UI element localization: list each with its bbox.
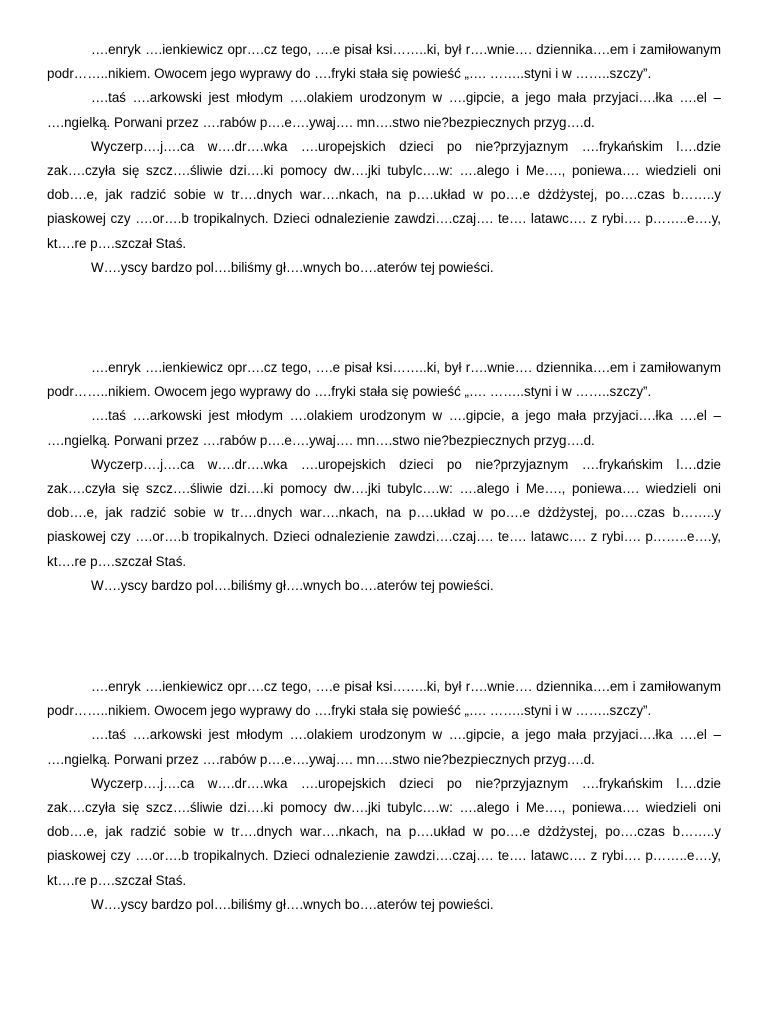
exercise-block-2 [47,356,721,598]
paragraph-journey: Wyczerp….j….ca w….dr….wka ….uropejskich dzieci po nie?przyjaznym ….frykańskim l….dzie zak….czyła się szcz….śliwie dzi….ki pomocy dw….jki tubylc….w: ….alego i Me…., poniewa…. wiedzieli oni dob….e, jak radzić sobie w tr….dnych war….nkach, na p….układ w po….e dżdżystej, po….czas b……..y piaskowej czy ….or….b tropikalnych. Dzieci odnalezienie zawdzi….czaj…. te…. latawc…. z rybi…. p……..e….y, kt….re p….szczał Staś. [47,775,721,888]
paragraph-characters: ….taś ….arkowski jest młodym ….olakiem urodzonym w ….gipcie, a jego mała przyjaci….łka ….el – ….ngielką. Porwani przez ….rabów p….e….ywaj…. mn….stwo nie?bezpiecznych przyg….d. [47,408,721,448]
paragraph-journey: Wyczerp….j….ca w….dr….wka ….uropejskich dzieci po nie?przyjaznym ….frykańskim l….dzie zak….czyła się szcz….śliwie dzi….ki pomocy dw….jki tubylc….w: ….alego i Me…., poniewa…. wiedzieli oni dob….e, jak radzić sobie w tr….dnych war….nkach, na p….układ w po….e dżdżystej, po….czas b……..y piaskowej czy ….or….b tropikalnych. Dzieci odnalezienie zawdzi….czaj…. te…. latawc…. z rybi…. p……..e….y, kt….re p….szczał Staś. [47,138,721,251]
exercise-block-1 [47,38,721,280]
paragraph-journey: Wyczerp….j….ca w….dr….wka ….uropejskich dzieci po nie?przyjaznym ….frykańskim l….dzie zak….czyła się szcz….śliwie dzi….ki pomocy dw….jki tubylc….w: ….alego i Me…., poniewa…. wiedzieli oni dob….e, jak radzić sobie w tr….dnych war….nkach, na p….układ w po….e dżdżystej, po….czas b……..y piaskowej czy ….or….b tropikalnych. Dzieci odnalezienie zawdzi….czaj…. te…. latawc…. z rybi…. p……..e….y, kt….re p….szczał Staś. [47,456,721,569]
paragraph-conclusion: W….yscy bardzo pol….biliśmy gł….wnych bo….aterów tej powieści. [91,259,494,275]
paragraph-author: ….enryk ….ienkiewicz opr….cz tego, ….e pisał ksi……..ki, był r….wnie…. dziennika….em i zamiłowanym podr……..nikiem. Owocem jego wyprawy do ….fryki stała się powieść „…. ……..styni i w ……..szczy”. [47,679,721,719]
paragraph-conclusion: W….yscy bardzo pol….biliśmy gł….wnych bo….aterów tej powieści. [91,577,494,593]
exercise-block-3 [47,675,721,917]
paragraph-author: ….enryk ….ienkiewicz opr….cz tego, ….e pisał ksi……..ki, był r….wnie…. dziennika….em i zamiłowanym podr……..nikiem. Owocem jego wyprawy do ….fryki stała się powieść „…. ……..styni i w ……..szczy”. [47,360,721,400]
paragraph-characters: ….taś ….arkowski jest młodym ….olakiem urodzonym w ….gipcie, a jego mała przyjaci….łka ….el – ….ngielką. Porwani przez ….rabów p….e….ywaj…. mn….stwo nie?bezpiecznych przyg….d. [47,90,721,130]
paragraph-conclusion: W….yscy bardzo pol….biliśmy gł….wnych bo….aterów tej powieści. [91,896,494,912]
paragraph-characters: ….taś ….arkowski jest młodym ….olakiem urodzonym w ….gipcie, a jego mała przyjaci….łka ….el – ….ngielką. Porwani przez ….rabów p….e….ywaj…. mn….stwo nie?bezpiecznych przyg….d. [47,727,721,767]
paragraph-author: ….enryk ….ienkiewicz opr….cz tego, ….e pisał ksi……..ki, był r….wnie…. dziennika….em i zamiłowanym podr……..nikiem. Owocem jego wyprawy do ….fryki stała się powieść „…. ……..styni i w ……..szczy”. [47,42,721,82]
